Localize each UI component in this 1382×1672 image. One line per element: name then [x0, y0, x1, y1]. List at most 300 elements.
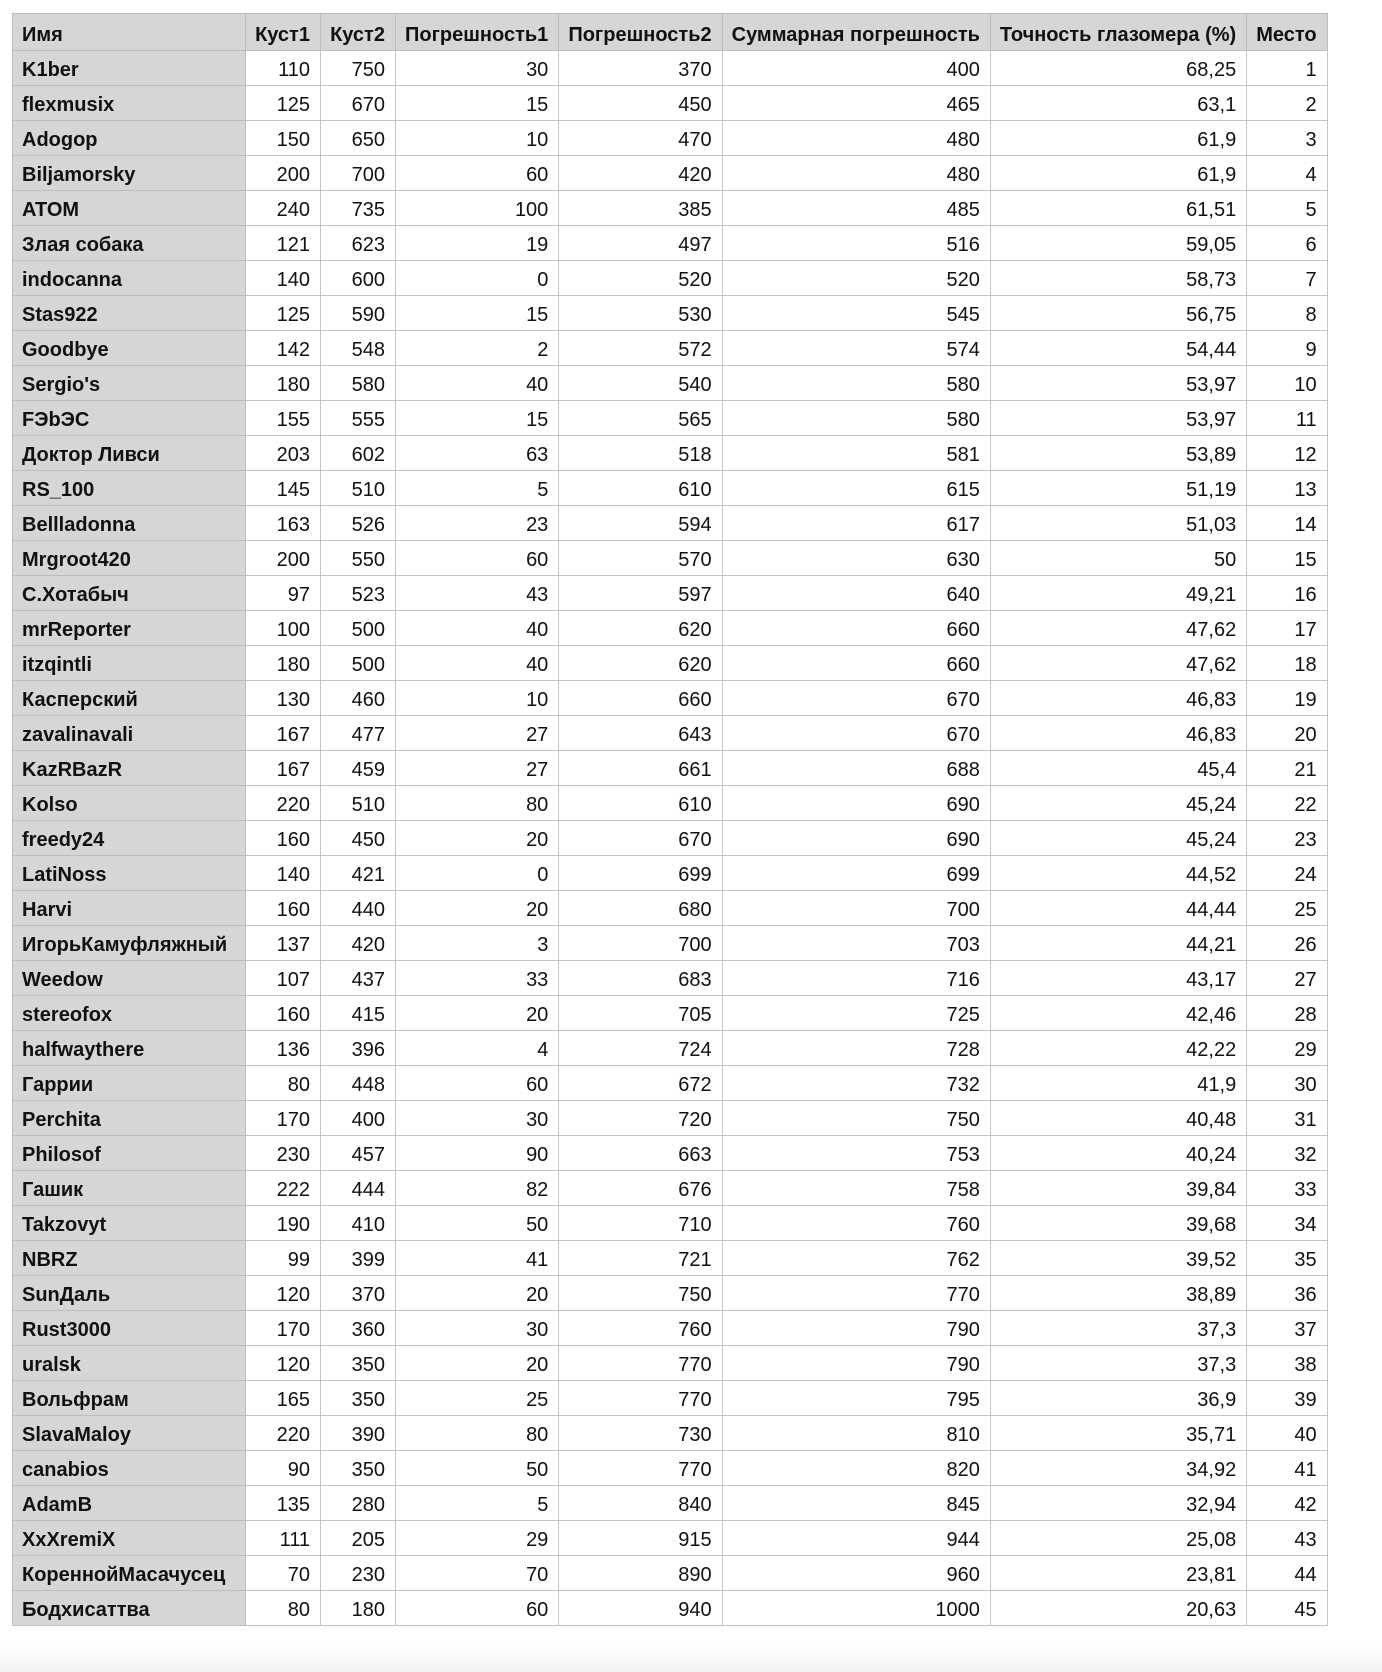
- cell-place[interactable]: 36: [1247, 1276, 1327, 1311]
- cell-accuracy[interactable]: 37,3: [990, 1311, 1246, 1346]
- cell-bush1[interactable]: 135: [246, 1486, 321, 1521]
- cell-error1[interactable]: 20: [396, 821, 559, 856]
- cell-place[interactable]: 22: [1247, 786, 1327, 821]
- cell-bush1[interactable]: 120: [246, 1276, 321, 1311]
- cell-place[interactable]: 3: [1247, 121, 1327, 156]
- cell-bush1[interactable]: 140: [246, 856, 321, 891]
- cell-accuracy[interactable]: 25,08: [990, 1521, 1246, 1556]
- cell-bush2[interactable]: 500: [321, 646, 396, 681]
- cell-bush1[interactable]: 160: [246, 996, 321, 1031]
- cell-name[interactable]: canabios: [13, 1451, 246, 1486]
- cell-total-error[interactable]: 820: [722, 1451, 990, 1486]
- cell-error1[interactable]: 0: [396, 856, 559, 891]
- cell-bush1[interactable]: 150: [246, 121, 321, 156]
- cell-name[interactable]: Mrgroot420: [13, 541, 246, 576]
- cell-error1[interactable]: 0: [396, 261, 559, 296]
- cell-place[interactable]: 42: [1247, 1486, 1327, 1521]
- cell-accuracy[interactable]: 32,94: [990, 1486, 1246, 1521]
- cell-name[interactable]: flexmusix: [13, 86, 246, 121]
- cell-error1[interactable]: 23: [396, 506, 559, 541]
- cell-error2[interactable]: 940: [559, 1591, 722, 1626]
- cell-error1[interactable]: 29: [396, 1521, 559, 1556]
- cell-total-error[interactable]: 758: [722, 1171, 990, 1206]
- cell-bush1[interactable]: 107: [246, 961, 321, 996]
- cell-name[interactable]: Вольфрам: [13, 1381, 246, 1416]
- cell-name[interactable]: mrReporter: [13, 611, 246, 646]
- cell-total-error[interactable]: 725: [722, 996, 990, 1031]
- cell-name[interactable]: LatiNoss: [13, 856, 246, 891]
- cell-error2[interactable]: 760: [559, 1311, 722, 1346]
- cell-total-error[interactable]: 480: [722, 121, 990, 156]
- cell-error1[interactable]: 20: [396, 1346, 559, 1381]
- cell-place[interactable]: 27: [1247, 961, 1327, 996]
- cell-place[interactable]: 2: [1247, 86, 1327, 121]
- cell-error1[interactable]: 27: [396, 751, 559, 786]
- cell-total-error[interactable]: 845: [722, 1486, 990, 1521]
- cell-name[interactable]: freedy24: [13, 821, 246, 856]
- cell-accuracy[interactable]: 20,63: [990, 1591, 1246, 1626]
- cell-name[interactable]: itzqintli: [13, 646, 246, 681]
- cell-error2[interactable]: 720: [559, 1101, 722, 1136]
- cell-bush2[interactable]: 526: [321, 506, 396, 541]
- cell-error2[interactable]: 660: [559, 681, 722, 716]
- cell-place[interactable]: 20: [1247, 716, 1327, 751]
- cell-place[interactable]: 31: [1247, 1101, 1327, 1136]
- cell-error1[interactable]: 15: [396, 296, 559, 331]
- cell-name[interactable]: С.Хотабыч: [13, 576, 246, 611]
- cell-bush1[interactable]: 170: [246, 1101, 321, 1136]
- cell-bush2[interactable]: 396: [321, 1031, 396, 1066]
- cell-error1[interactable]: 60: [396, 541, 559, 576]
- header-total-error[interactable]: Суммарная погрешность: [722, 14, 990, 51]
- cell-error2[interactable]: 683: [559, 961, 722, 996]
- cell-place[interactable]: 19: [1247, 681, 1327, 716]
- cell-bush2[interactable]: 510: [321, 471, 396, 506]
- cell-bush2[interactable]: 450: [321, 821, 396, 856]
- cell-bush1[interactable]: 165: [246, 1381, 321, 1416]
- cell-total-error[interactable]: 762: [722, 1241, 990, 1276]
- cell-error1[interactable]: 41: [396, 1241, 559, 1276]
- cell-error2[interactable]: 385: [559, 191, 722, 226]
- cell-total-error[interactable]: 716: [722, 961, 990, 996]
- cell-accuracy[interactable]: 39,52: [990, 1241, 1246, 1276]
- cell-error1[interactable]: 5: [396, 1486, 559, 1521]
- cell-error1[interactable]: 70: [396, 1556, 559, 1591]
- cell-bush2[interactable]: 590: [321, 296, 396, 331]
- cell-place[interactable]: 33: [1247, 1171, 1327, 1206]
- cell-bush1[interactable]: 145: [246, 471, 321, 506]
- cell-place[interactable]: 44: [1247, 1556, 1327, 1591]
- cell-error2[interactable]: 370: [559, 51, 722, 86]
- cell-name[interactable]: Бодхисаттва: [13, 1591, 246, 1626]
- cell-error2[interactable]: 670: [559, 821, 722, 856]
- cell-bush2[interactable]: 555: [321, 401, 396, 436]
- cell-place[interactable]: 11: [1247, 401, 1327, 436]
- header-accuracy[interactable]: Точность глазомера (%): [990, 14, 1246, 51]
- cell-accuracy[interactable]: 46,83: [990, 716, 1246, 751]
- cell-name[interactable]: K1ber: [13, 51, 246, 86]
- header-bush1[interactable]: Куст1: [246, 14, 321, 51]
- cell-error2[interactable]: 420: [559, 156, 722, 191]
- cell-bush2[interactable]: 421: [321, 856, 396, 891]
- cell-place[interactable]: 14: [1247, 506, 1327, 541]
- cell-bush2[interactable]: 420: [321, 926, 396, 961]
- cell-bush2[interactable]: 750: [321, 51, 396, 86]
- cell-accuracy[interactable]: 40,48: [990, 1101, 1246, 1136]
- cell-error2[interactable]: 915: [559, 1521, 722, 1556]
- cell-bush1[interactable]: 180: [246, 646, 321, 681]
- cell-accuracy[interactable]: 40,24: [990, 1136, 1246, 1171]
- cell-bush2[interactable]: 477: [321, 716, 396, 751]
- cell-total-error[interactable]: 617: [722, 506, 990, 541]
- cell-place[interactable]: 16: [1247, 576, 1327, 611]
- cell-total-error[interactable]: 960: [722, 1556, 990, 1591]
- cell-error2[interactable]: 610: [559, 471, 722, 506]
- cell-error1[interactable]: 60: [396, 1066, 559, 1101]
- cell-total-error[interactable]: 790: [722, 1311, 990, 1346]
- cell-error1[interactable]: 20: [396, 996, 559, 1031]
- cell-name[interactable]: Kolso: [13, 786, 246, 821]
- cell-error2[interactable]: 570: [559, 541, 722, 576]
- cell-bush1[interactable]: 100: [246, 611, 321, 646]
- cell-bush1[interactable]: 140: [246, 261, 321, 296]
- cell-error2[interactable]: 663: [559, 1136, 722, 1171]
- cell-accuracy[interactable]: 42,22: [990, 1031, 1246, 1066]
- cell-error1[interactable]: 4: [396, 1031, 559, 1066]
- cell-bush1[interactable]: 200: [246, 156, 321, 191]
- cell-error1[interactable]: 3: [396, 926, 559, 961]
- cell-name[interactable]: ИгорьКамуфляжный: [13, 926, 246, 961]
- cell-error2[interactable]: 643: [559, 716, 722, 751]
- cell-bush2[interactable]: 700: [321, 156, 396, 191]
- cell-bush2[interactable]: 670: [321, 86, 396, 121]
- cell-error1[interactable]: 25: [396, 1381, 559, 1416]
- cell-place[interactable]: 9: [1247, 331, 1327, 366]
- cell-total-error[interactable]: 728: [722, 1031, 990, 1066]
- cell-bush2[interactable]: 523: [321, 576, 396, 611]
- cell-accuracy[interactable]: 51,03: [990, 506, 1246, 541]
- header-place[interactable]: Место: [1247, 14, 1327, 51]
- cell-accuracy[interactable]: 39,68: [990, 1206, 1246, 1241]
- cell-accuracy[interactable]: 37,3: [990, 1346, 1246, 1381]
- cell-accuracy[interactable]: 59,05: [990, 226, 1246, 261]
- cell-total-error[interactable]: 581: [722, 436, 990, 471]
- cell-name[interactable]: indocanna: [13, 261, 246, 296]
- cell-name[interactable]: Sergio's: [13, 366, 246, 401]
- cell-error2[interactable]: 672: [559, 1066, 722, 1101]
- cell-bush1[interactable]: 121: [246, 226, 321, 261]
- cell-name[interactable]: Perchita: [13, 1101, 246, 1136]
- cell-error1[interactable]: 30: [396, 1311, 559, 1346]
- cell-accuracy[interactable]: 23,81: [990, 1556, 1246, 1591]
- cell-bush1[interactable]: 200: [246, 541, 321, 576]
- cell-accuracy[interactable]: 43,17: [990, 961, 1246, 996]
- cell-bush1[interactable]: 111: [246, 1521, 321, 1556]
- cell-error2[interactable]: 840: [559, 1486, 722, 1521]
- cell-total-error[interactable]: 770: [722, 1276, 990, 1311]
- cell-name[interactable]: Rust3000: [13, 1311, 246, 1346]
- cell-error2[interactable]: 890: [559, 1556, 722, 1591]
- cell-place[interactable]: 30: [1247, 1066, 1327, 1101]
- cell-error2[interactable]: 705: [559, 996, 722, 1031]
- cell-error2[interactable]: 597: [559, 576, 722, 611]
- cell-accuracy[interactable]: 45,24: [990, 821, 1246, 856]
- cell-bush2[interactable]: 457: [321, 1136, 396, 1171]
- cell-error2[interactable]: 676: [559, 1171, 722, 1206]
- cell-total-error[interactable]: 703: [722, 926, 990, 961]
- cell-accuracy[interactable]: 61,9: [990, 121, 1246, 156]
- cell-place[interactable]: 21: [1247, 751, 1327, 786]
- cell-total-error[interactable]: 670: [722, 681, 990, 716]
- cell-accuracy[interactable]: 47,62: [990, 646, 1246, 681]
- cell-name[interactable]: FЭbЭС: [13, 401, 246, 436]
- cell-total-error[interactable]: 640: [722, 576, 990, 611]
- cell-error2[interactable]: 699: [559, 856, 722, 891]
- cell-bush1[interactable]: 180: [246, 366, 321, 401]
- cell-total-error[interactable]: 750: [722, 1101, 990, 1136]
- cell-total-error[interactable]: 732: [722, 1066, 990, 1101]
- cell-error1[interactable]: 80: [396, 1416, 559, 1451]
- cell-name[interactable]: Доктор Ливси: [13, 436, 246, 471]
- cell-place[interactable]: 41: [1247, 1451, 1327, 1486]
- cell-error1[interactable]: 40: [396, 611, 559, 646]
- cell-name[interactable]: AdamB: [13, 1486, 246, 1521]
- cell-total-error[interactable]: 615: [722, 471, 990, 506]
- cell-bush1[interactable]: 99: [246, 1241, 321, 1276]
- cell-bush2[interactable]: 230: [321, 1556, 396, 1591]
- cell-error1[interactable]: 30: [396, 1101, 559, 1136]
- cell-total-error[interactable]: 670: [722, 716, 990, 751]
- cell-name[interactable]: SunДаль: [13, 1276, 246, 1311]
- cell-total-error[interactable]: 795: [722, 1381, 990, 1416]
- cell-error1[interactable]: 80: [396, 786, 559, 821]
- cell-bush2[interactable]: 410: [321, 1206, 396, 1241]
- cell-accuracy[interactable]: 42,46: [990, 996, 1246, 1031]
- cell-error1[interactable]: 10: [396, 121, 559, 156]
- cell-error2[interactable]: 497: [559, 226, 722, 261]
- cell-bush1[interactable]: 170: [246, 1311, 321, 1346]
- cell-total-error[interactable]: 465: [722, 86, 990, 121]
- cell-bush1[interactable]: 230: [246, 1136, 321, 1171]
- cell-error2[interactable]: 680: [559, 891, 722, 926]
- cell-bush2[interactable]: 180: [321, 1591, 396, 1626]
- cell-name[interactable]: Гаррии: [13, 1066, 246, 1101]
- cell-place[interactable]: 28: [1247, 996, 1327, 1031]
- cell-error1[interactable]: 15: [396, 401, 559, 436]
- cell-bush1[interactable]: 110: [246, 51, 321, 86]
- cell-error1[interactable]: 10: [396, 681, 559, 716]
- cell-total-error[interactable]: 520: [722, 261, 990, 296]
- cell-accuracy[interactable]: 68,25: [990, 51, 1246, 86]
- cell-error2[interactable]: 520: [559, 261, 722, 296]
- cell-name[interactable]: uralsk: [13, 1346, 246, 1381]
- cell-bush2[interactable]: 459: [321, 751, 396, 786]
- cell-bush1[interactable]: 70: [246, 1556, 321, 1591]
- cell-accuracy[interactable]: 51,19: [990, 471, 1246, 506]
- cell-total-error[interactable]: 480: [722, 156, 990, 191]
- cell-total-error[interactable]: 699: [722, 856, 990, 891]
- cell-bush2[interactable]: 548: [321, 331, 396, 366]
- cell-bush2[interactable]: 400: [321, 1101, 396, 1136]
- cell-name[interactable]: Злая собака: [13, 226, 246, 261]
- cell-place[interactable]: 1: [1247, 51, 1327, 86]
- cell-accuracy[interactable]: 53,97: [990, 401, 1246, 436]
- cell-name[interactable]: ATOM: [13, 191, 246, 226]
- cell-name[interactable]: КореннойМасачусец: [13, 1556, 246, 1591]
- cell-bush1[interactable]: 120: [246, 1346, 321, 1381]
- cell-name[interactable]: Biljamorsky: [13, 156, 246, 191]
- cell-place[interactable]: 26: [1247, 926, 1327, 961]
- cell-accuracy[interactable]: 44,52: [990, 856, 1246, 891]
- cell-name[interactable]: Гашик: [13, 1171, 246, 1206]
- header-name[interactable]: Имя: [13, 14, 246, 51]
- cell-total-error[interactable]: 580: [722, 401, 990, 436]
- cell-bush1[interactable]: 125: [246, 86, 321, 121]
- cell-error1[interactable]: 2: [396, 331, 559, 366]
- cell-accuracy[interactable]: 44,21: [990, 926, 1246, 961]
- cell-accuracy[interactable]: 58,73: [990, 261, 1246, 296]
- cell-error2[interactable]: 620: [559, 611, 722, 646]
- cell-place[interactable]: 25: [1247, 891, 1327, 926]
- cell-bush1[interactable]: 167: [246, 751, 321, 786]
- cell-place[interactable]: 6: [1247, 226, 1327, 261]
- cell-bush2[interactable]: 437: [321, 961, 396, 996]
- cell-place[interactable]: 12: [1247, 436, 1327, 471]
- cell-error1[interactable]: 43: [396, 576, 559, 611]
- cell-bush1[interactable]: 97: [246, 576, 321, 611]
- cell-bush2[interactable]: 444: [321, 1171, 396, 1206]
- cell-error2[interactable]: 540: [559, 366, 722, 401]
- cell-place[interactable]: 38: [1247, 1346, 1327, 1381]
- cell-accuracy[interactable]: 50: [990, 541, 1246, 576]
- cell-error2[interactable]: 724: [559, 1031, 722, 1066]
- cell-error1[interactable]: 5: [396, 471, 559, 506]
- cell-name[interactable]: Harvi: [13, 891, 246, 926]
- cell-bush1[interactable]: 136: [246, 1031, 321, 1066]
- cell-error1[interactable]: 30: [396, 51, 559, 86]
- cell-error2[interactable]: 565: [559, 401, 722, 436]
- cell-bush2[interactable]: 448: [321, 1066, 396, 1101]
- cell-bush2[interactable]: 350: [321, 1346, 396, 1381]
- cell-total-error[interactable]: 400: [722, 51, 990, 86]
- cell-accuracy[interactable]: 63,1: [990, 86, 1246, 121]
- cell-bush1[interactable]: 163: [246, 506, 321, 541]
- cell-bush1[interactable]: 80: [246, 1066, 321, 1101]
- cell-bush2[interactable]: 580: [321, 366, 396, 401]
- cell-bush2[interactable]: 370: [321, 1276, 396, 1311]
- cell-error1[interactable]: 33: [396, 961, 559, 996]
- cell-total-error[interactable]: 688: [722, 751, 990, 786]
- cell-accuracy[interactable]: 38,89: [990, 1276, 1246, 1311]
- cell-error2[interactable]: 530: [559, 296, 722, 331]
- cell-bush1[interactable]: 160: [246, 891, 321, 926]
- cell-error1[interactable]: 82: [396, 1171, 559, 1206]
- cell-total-error[interactable]: 700: [722, 891, 990, 926]
- cell-total-error[interactable]: 753: [722, 1136, 990, 1171]
- cell-name[interactable]: stereofox: [13, 996, 246, 1031]
- cell-error2[interactable]: 661: [559, 751, 722, 786]
- cell-error2[interactable]: 610: [559, 786, 722, 821]
- header-error2[interactable]: Погрешность2: [559, 14, 722, 51]
- cell-name[interactable]: Adogop: [13, 121, 246, 156]
- cell-place[interactable]: 29: [1247, 1031, 1327, 1066]
- cell-place[interactable]: 37: [1247, 1311, 1327, 1346]
- cell-bush2[interactable]: 500: [321, 611, 396, 646]
- cell-accuracy[interactable]: 36,9: [990, 1381, 1246, 1416]
- cell-total-error[interactable]: 660: [722, 646, 990, 681]
- cell-error1[interactable]: 27: [396, 716, 559, 751]
- cell-error1[interactable]: 100: [396, 191, 559, 226]
- cell-bush2[interactable]: 735: [321, 191, 396, 226]
- cell-error2[interactable]: 518: [559, 436, 722, 471]
- cell-bush2[interactable]: 399: [321, 1241, 396, 1276]
- cell-bush1[interactable]: 203: [246, 436, 321, 471]
- cell-error2[interactable]: 730: [559, 1416, 722, 1451]
- cell-bush2[interactable]: 360: [321, 1311, 396, 1346]
- cell-place[interactable]: 34: [1247, 1206, 1327, 1241]
- cell-error2[interactable]: 450: [559, 86, 722, 121]
- cell-accuracy[interactable]: 39,84: [990, 1171, 1246, 1206]
- cell-bush2[interactable]: 205: [321, 1521, 396, 1556]
- cell-error2[interactable]: 721: [559, 1241, 722, 1276]
- cell-bush1[interactable]: 222: [246, 1171, 321, 1206]
- cell-place[interactable]: 39: [1247, 1381, 1327, 1416]
- cell-bush2[interactable]: 415: [321, 996, 396, 1031]
- cell-accuracy[interactable]: 56,75: [990, 296, 1246, 331]
- cell-error2[interactable]: 770: [559, 1346, 722, 1381]
- cell-place[interactable]: 17: [1247, 611, 1327, 646]
- cell-place[interactable]: 45: [1247, 1591, 1327, 1626]
- cell-place[interactable]: 40: [1247, 1416, 1327, 1451]
- cell-total-error[interactable]: 580: [722, 366, 990, 401]
- cell-total-error[interactable]: 516: [722, 226, 990, 261]
- cell-accuracy[interactable]: 53,89: [990, 436, 1246, 471]
- cell-name[interactable]: XxXremiX: [13, 1521, 246, 1556]
- cell-error1[interactable]: 40: [396, 366, 559, 401]
- cell-error1[interactable]: 60: [396, 156, 559, 191]
- cell-name[interactable]: KazRBazR: [13, 751, 246, 786]
- cell-bush2[interactable]: 510: [321, 786, 396, 821]
- cell-bush1[interactable]: 90: [246, 1451, 321, 1486]
- cell-error1[interactable]: 50: [396, 1451, 559, 1486]
- cell-bush1[interactable]: 125: [246, 296, 321, 331]
- cell-total-error[interactable]: 660: [722, 611, 990, 646]
- cell-place[interactable]: 8: [1247, 296, 1327, 331]
- cell-name[interactable]: Касперский: [13, 681, 246, 716]
- cell-place[interactable]: 32: [1247, 1136, 1327, 1171]
- cell-place[interactable]: 24: [1247, 856, 1327, 891]
- cell-place[interactable]: 23: [1247, 821, 1327, 856]
- cell-error1[interactable]: 60: [396, 1591, 559, 1626]
- cell-name[interactable]: Takzovyt: [13, 1206, 246, 1241]
- cell-error1[interactable]: 20: [396, 1276, 559, 1311]
- cell-error2[interactable]: 750: [559, 1276, 722, 1311]
- cell-error2[interactable]: 594: [559, 506, 722, 541]
- cell-accuracy[interactable]: 61,9: [990, 156, 1246, 191]
- cell-bush2[interactable]: 280: [321, 1486, 396, 1521]
- cell-bush1[interactable]: 142: [246, 331, 321, 366]
- cell-accuracy[interactable]: 61,51: [990, 191, 1246, 226]
- header-bush2[interactable]: Куст2: [321, 14, 396, 51]
- cell-total-error[interactable]: 760: [722, 1206, 990, 1241]
- cell-error2[interactable]: 572: [559, 331, 722, 366]
- cell-bush2[interactable]: 623: [321, 226, 396, 261]
- cell-bush1[interactable]: 80: [246, 1591, 321, 1626]
- cell-bush2[interactable]: 350: [321, 1381, 396, 1416]
- cell-name[interactable]: Stas922: [13, 296, 246, 331]
- cell-accuracy[interactable]: 41,9: [990, 1066, 1246, 1101]
- cell-error2[interactable]: 770: [559, 1381, 722, 1416]
